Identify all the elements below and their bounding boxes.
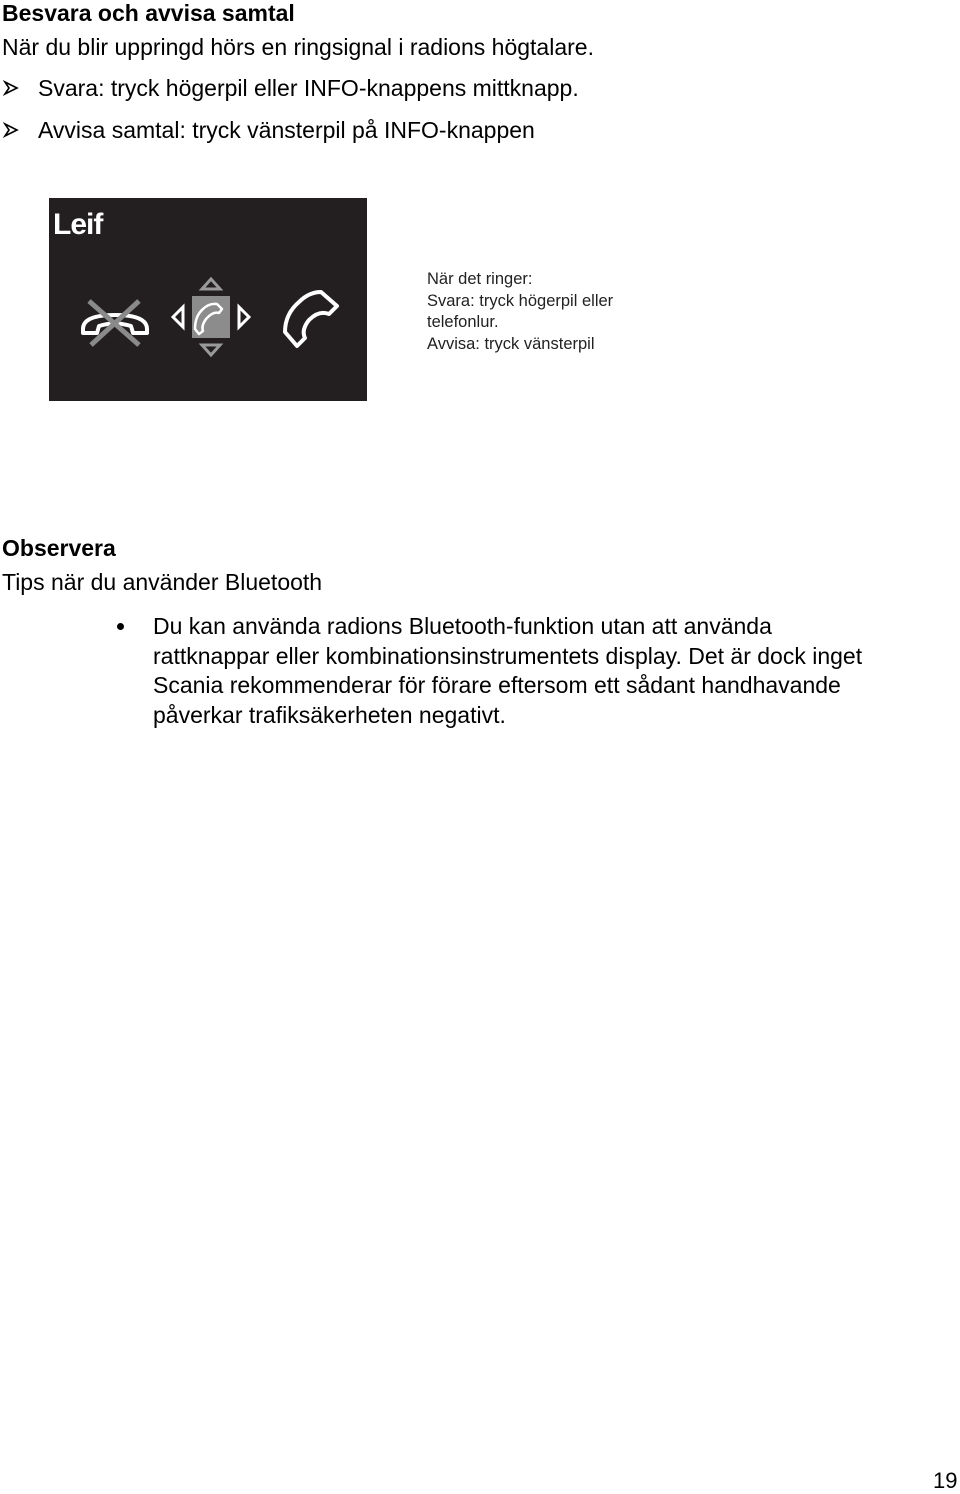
incoming-call-display <box>49 198 367 401</box>
section-heading: Besvara och avvisa samtal <box>2 0 295 26</box>
bullet-line: Du kan använda radions Bluetooth-funktion utan att använda <box>153 613 772 639</box>
bullet-line: rattknappar eller kombinationsinstrumentets display. Det är dock inget <box>153 642 863 669</box>
page-number: 19 <box>933 1468 958 1493</box>
list-item: Avvisa samtal: tryck vänsterpil på INFO-knappen <box>38 117 535 143</box>
reject-call-icon <box>79 293 151 351</box>
caption-line: telefonlur. <box>427 313 499 331</box>
answer-call-icon <box>281 288 341 350</box>
arrow-bullet-icon <box>3 122 19 138</box>
section-heading: Observera <box>2 535 116 561</box>
arrow-bullet-icon <box>3 80 19 96</box>
intro-text: Tips när du använder Bluetooth <box>2 569 323 595</box>
bullet-line: påverkar trafiksäkerheten negativt. <box>153 701 506 728</box>
caller-name: Leif <box>53 208 103 241</box>
display-caption <box>427 269 613 355</box>
selector-arrows-icon <box>169 276 253 358</box>
intro-text: När du blir uppringd hörs en ringsignal i radions högtalare. <box>2 34 594 60</box>
bullet-line: Scania rekommenderar för förare eftersom ett sådant handhavande <box>153 672 841 698</box>
bullet-dot-icon <box>117 623 124 630</box>
bullet-paragraph <box>153 612 933 730</box>
caption-line: Svara: tryck högerpil eller <box>427 291 614 310</box>
caption-line: Avvisa: tryck vänsterpil <box>427 334 595 353</box>
caption-line: När det ringer: <box>427 270 533 288</box>
list-item: Svara: tryck högerpil eller INFO-knappens mittknapp. <box>38 75 579 101</box>
